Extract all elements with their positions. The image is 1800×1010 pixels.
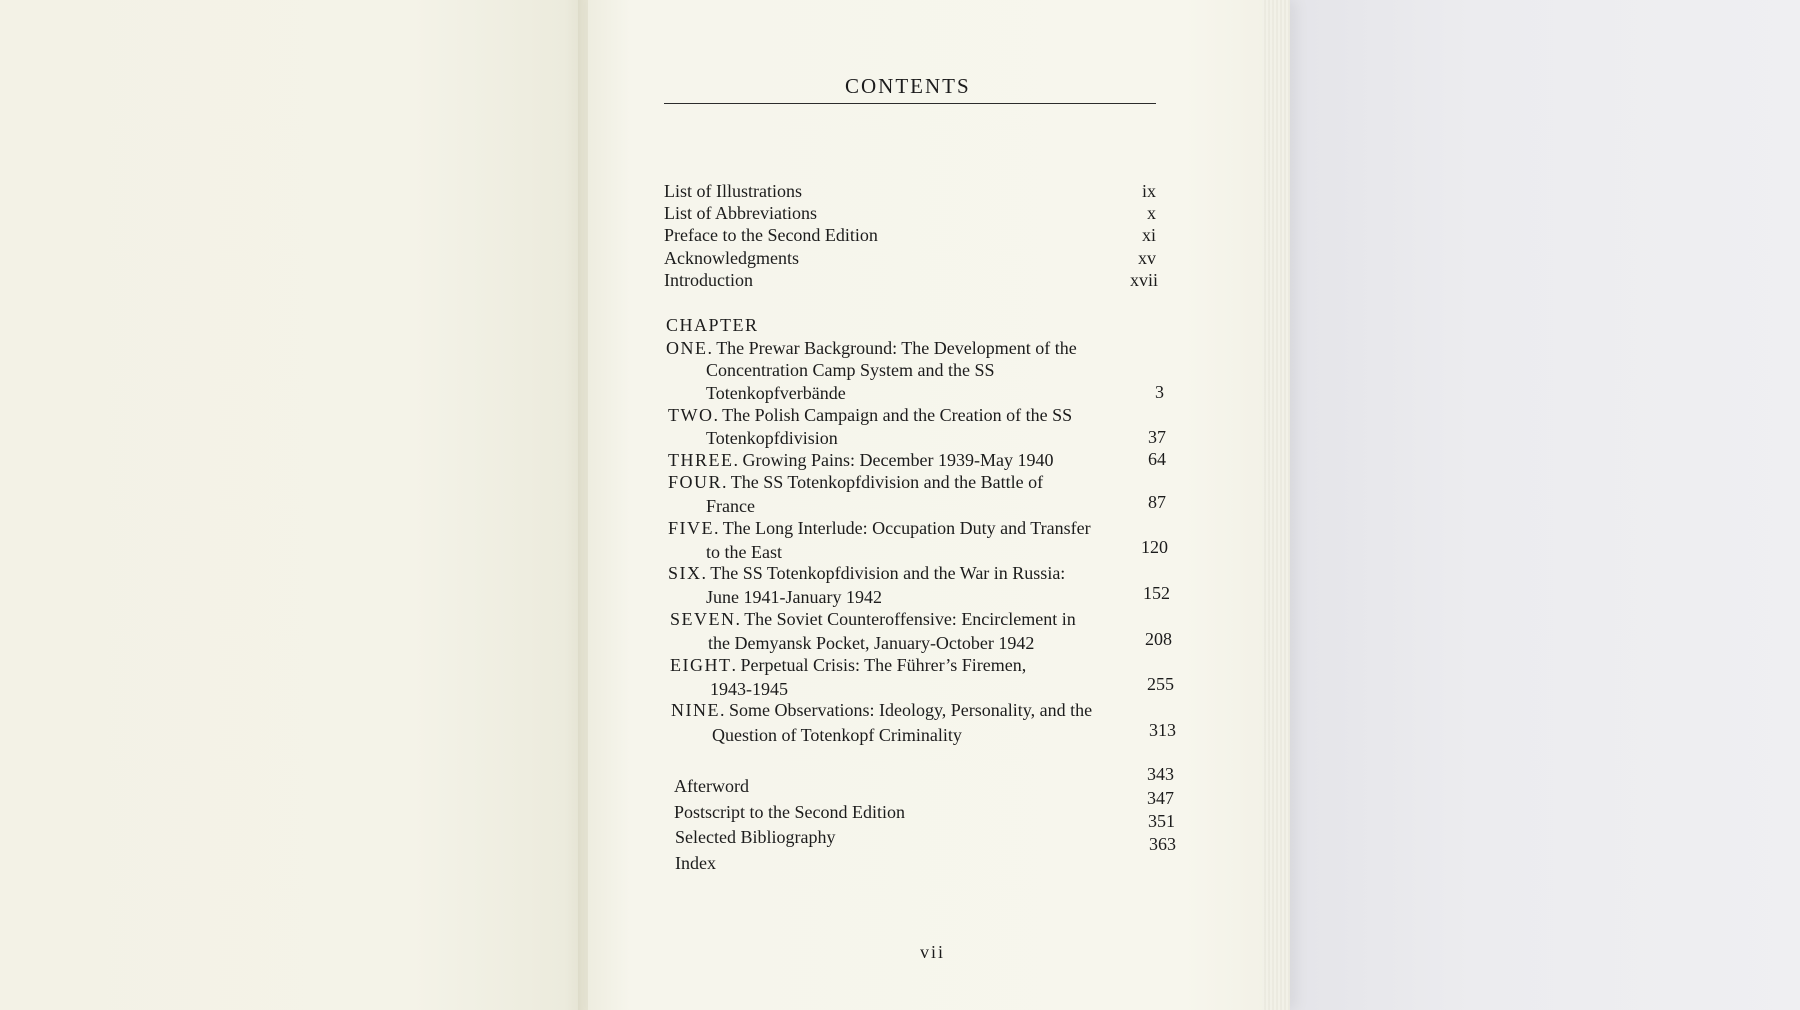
back-matter-label: Index [675,853,716,873]
chapter-title-line: Concentration Camp System and the SS [706,360,995,380]
chapter-page: 313 [1149,720,1176,740]
chapter-page: 255 [1147,674,1174,694]
front-matter-label: Introduction [664,270,753,290]
chapter-entry [668,404,1072,426]
front-matter-label: List of Abbreviations [664,203,817,223]
back-matter-page: 351 [1148,811,1175,831]
front-matter-label: Acknowledgments [664,248,799,268]
front-matter-page: ix [1141,181,1156,201]
chapter-title-line: June 1941-January 1942 [706,587,882,607]
chapter-number: SEVEN [670,609,736,629]
chapter-page: 64 [1148,449,1166,469]
chapter-number: THREE [668,450,734,470]
chapter-number-separator: . [714,518,723,538]
chapter-title-line: Some Observations: Ideology, Personality, and the [729,700,1093,720]
chapter-title-line: The Prewar Background: The Development of the [716,338,1077,358]
chapter-entry [668,562,1065,584]
chapter-number-separator: . [731,655,741,675]
chapter-number-separator: . [713,405,723,425]
front-matter-page: xv [1138,248,1156,268]
chapter-page: 37 [1148,427,1166,447]
chapter-page: 87 [1148,492,1166,512]
front-matter-label: List of Illustrations [664,181,802,201]
chapter-number: EIGHT [670,655,732,675]
chapter-number-separator: . [707,338,717,358]
page-title: CONTENTS [845,74,971,98]
chapter-title-line: Growing Pains: December 1939-May 1940 [742,450,1054,470]
title-rule [664,103,1156,104]
chapter-entry [668,471,1043,493]
chapter-entry [670,608,1076,630]
chapter-title-line: The SS Totenkopfdivision and the War in Russia: [710,563,1066,583]
back-matter-page: 343 [1147,764,1174,784]
chapter-title-line: France [706,496,755,516]
page-number: vii [920,942,946,962]
chapter-title-line: The Long Interlude: Occupation Duty and Transfer [722,518,1091,538]
chapter-entry [668,517,1091,539]
chapter-page: 152 [1143,583,1170,603]
chapter-title-line: 1943-1945 [710,679,788,699]
front-matter-page: xvii [1129,270,1158,290]
chapter-number: FOUR [668,472,723,492]
chapter-title-line: The Soviet Counteroffensive: Encirclement in [744,609,1076,629]
front-matter-page: x [1147,203,1156,223]
chapter-number-separator: . [735,609,745,629]
chapter-heading: CHAPTER [666,315,759,335]
chapter-number: ONE [666,338,708,358]
chapter-page: 3 [1155,382,1164,402]
back-matter-label: Postscript to the Second Edition [674,802,905,822]
chapter-number-separator: . [701,563,711,583]
chapter-title-line: Totenkopfdivision [706,428,838,448]
chapter-title-line: Question of Totenkopf Criminality [712,725,962,745]
chapter-title-line: to the East [706,542,782,562]
back-matter-label: Afterword [674,776,749,796]
chapter-title-line: The SS Totenkopfdivision and the Battle of [730,472,1044,492]
chapter-number: FIVE [668,518,714,538]
back-matter-page: 347 [1147,788,1174,808]
chapter-page: 120 [1141,537,1168,557]
back-matter-label: Selected Bibliography [675,827,836,847]
chapter-title-line: Totenkopfverbände [706,383,846,403]
chapter-title-line: the Demyansk Pocket, January-October 1942 [708,633,1035,653]
chapter-number: SIX [668,563,702,583]
chapter-number-separator: . [720,700,729,720]
chapter-entry [666,337,1077,359]
chapter-entry [671,699,1092,721]
chapter-page: 208 [1145,629,1172,649]
chapter-title-line: Perpetual Crisis: The Führer’s Firemen, [740,655,1027,675]
front-matter-page: xi [1141,225,1156,245]
chapter-entry [670,654,1026,676]
chapter-number: NINE [671,700,720,720]
chapter-number: TWO [668,405,714,425]
chapter-title-line: The Polish Campaign and the Creation of the SS [722,405,1073,425]
back-matter-page: 363 [1149,834,1176,854]
front-matter-label: Preface to the Second Edition [664,225,878,245]
chapter-entry [668,449,1053,471]
chapter-number-separator: . [733,450,743,470]
chapter-number-separator: . [722,472,731,492]
